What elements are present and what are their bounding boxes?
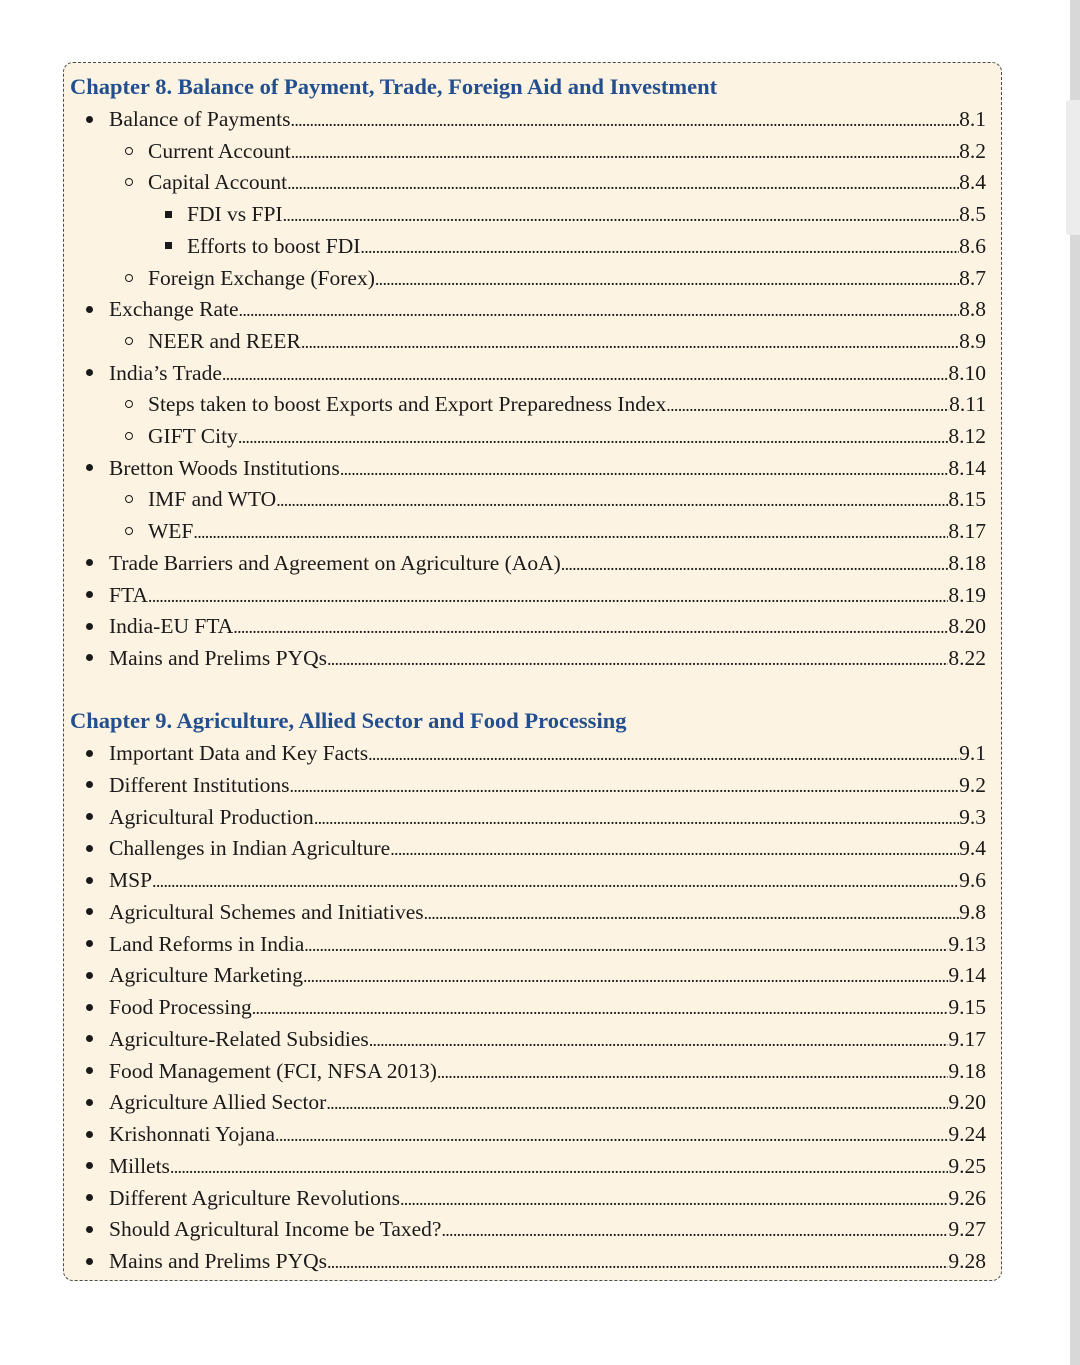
bullet-shape — [86, 464, 93, 471]
bullet-disc-icon — [82, 834, 96, 862]
bullet-disc-icon — [82, 1247, 96, 1275]
toc-entry[interactable] — [109, 1184, 986, 1212]
toc-entry-title: MSP — [109, 868, 153, 893]
toc-page-number: 8.19 — [948, 582, 986, 607]
bullet-shape — [86, 1194, 93, 1201]
bullet-disc-icon — [82, 359, 96, 387]
toc-entry-title: Agricultural Schemes and Initiatives — [109, 899, 424, 924]
toc-entry[interactable] — [109, 612, 986, 640]
bullet-disc-icon — [82, 961, 96, 989]
toc-page-number: 8.18 — [948, 550, 986, 575]
toc-entry-title: Millets — [109, 1153, 170, 1178]
toc-entry[interactable] — [148, 517, 986, 545]
bullet-shape — [125, 432, 133, 440]
toc-entry[interactable] — [109, 930, 986, 958]
bullet-disc-icon — [82, 771, 96, 799]
bullet-shape — [165, 242, 172, 249]
bullet-shape — [86, 1099, 93, 1106]
toc-entry[interactable] — [109, 644, 986, 672]
dot-leader — [304, 930, 948, 959]
bullet-shape — [86, 877, 93, 884]
page-edge-notch — [1066, 100, 1080, 235]
dot-leader — [170, 1152, 948, 1181]
bullet-shape — [86, 559, 93, 566]
toc-entry-title: Foreign Exchange (Forex) — [148, 265, 375, 290]
toc-entry[interactable] — [109, 1088, 986, 1116]
toc-entry-title: Agriculture Allied Sector — [109, 1090, 327, 1115]
toc-page-number: 9.8 — [959, 899, 986, 924]
toc-entry[interactable] — [109, 1057, 986, 1085]
toc-page-number: 9.2 — [959, 772, 986, 797]
toc-page-number: 9.24 — [948, 1122, 986, 1147]
bullet-disc-icon — [82, 1025, 96, 1053]
dot-leader — [233, 612, 948, 641]
toc-page-number: 9.14 — [948, 963, 986, 988]
bullet-disc-icon — [82, 644, 96, 672]
toc-entry-title: Steps taken to boost Exports and Export Preparedness Index — [148, 392, 667, 417]
toc-page-number: 9.1 — [959, 741, 986, 765]
toc-page-number: 9.3 — [959, 804, 986, 829]
dot-leader — [239, 295, 960, 324]
toc-page-number: 8.9 — [959, 328, 986, 353]
dot-leader — [252, 993, 949, 1022]
toc-entry[interactable] — [109, 1152, 986, 1180]
bullet-shape — [86, 116, 93, 123]
toc-entry[interactable] — [187, 200, 986, 228]
bullet-disc-icon — [82, 581, 96, 609]
bullet-square-icon — [161, 232, 175, 260]
toc-page-number: 8.5 — [959, 202, 986, 227]
toc-page-number: 8.10 — [948, 360, 986, 385]
dot-leader — [290, 771, 960, 800]
bullet-shape — [165, 211, 172, 218]
dot-leader — [327, 1247, 948, 1276]
bullet-shape — [125, 147, 133, 155]
dot-leader — [283, 200, 960, 229]
bullet-disc-icon — [82, 1120, 96, 1148]
bullet-shape — [125, 400, 133, 408]
toc-entry[interactable] — [109, 454, 986, 482]
toc-page-number: 9.4 — [959, 836, 986, 861]
dot-leader — [390, 834, 959, 863]
bullet-shape — [86, 1258, 93, 1265]
toc-entry-title: Food Management (FCI, NFSA 2013) — [109, 1058, 437, 1083]
bullet-shape — [86, 1035, 93, 1042]
toc-page-number: 8.11 — [949, 392, 986, 417]
dot-leader — [275, 1120, 948, 1149]
bullet-circle-icon — [122, 422, 136, 450]
toc-entry-title: India-EU FTA — [109, 614, 234, 639]
dot-leader — [340, 454, 949, 483]
bullet-shape — [86, 623, 93, 630]
bullet-disc-icon — [82, 1057, 96, 1085]
toc-entry[interactable] — [109, 993, 986, 1021]
toc-entry[interactable] — [109, 771, 986, 799]
dot-leader — [152, 866, 959, 895]
bullet-square-icon — [161, 200, 175, 228]
toc-entry[interactable] — [148, 264, 986, 292]
toc-page-number: 8.22 — [948, 645, 986, 670]
dot-leader — [291, 105, 960, 134]
toc-page-number: 8.4 — [959, 170, 986, 195]
toc-entry-title: GIFT City — [148, 424, 238, 448]
dot-leader — [441, 1215, 948, 1244]
bullet-shape — [86, 369, 93, 376]
toc-page-number: 8.20 — [948, 614, 986, 639]
toc-entry[interactable] — [109, 803, 986, 831]
toc-entry[interactable] — [109, 1215, 986, 1243]
toc-entry[interactable] — [109, 359, 986, 387]
toc-entry-title: WEF — [148, 519, 194, 544]
bullet-disc-icon — [82, 1152, 96, 1180]
toc-entry[interactable] — [109, 834, 986, 862]
dot-leader — [238, 422, 949, 451]
toc-entry[interactable] — [148, 137, 986, 165]
bullet-circle-icon — [122, 517, 136, 545]
toc-entry-title: Capital Account — [148, 170, 288, 195]
toc-entry-title: Challenges in Indian Agriculture — [109, 836, 391, 861]
bullet-disc-icon — [82, 993, 96, 1021]
bullet-disc-icon — [82, 612, 96, 640]
toc-entry[interactable] — [109, 549, 986, 577]
bullet-shape — [86, 1067, 93, 1074]
dot-leader — [291, 137, 959, 166]
toc-entry[interactable] — [187, 232, 986, 260]
toc-page-number: 8.14 — [948, 455, 986, 480]
dot-leader — [666, 390, 949, 419]
toc-entry[interactable] — [109, 1120, 986, 1148]
bullet-shape — [125, 337, 133, 345]
toc-page-number: 8.12 — [948, 424, 986, 448]
toc-entry-title: Bretton Woods Institutions — [109, 455, 340, 480]
dot-leader — [148, 581, 948, 610]
toc-page-number: 8.7 — [959, 265, 986, 290]
bullet-disc-icon — [82, 739, 96, 767]
toc-entry[interactable] — [148, 485, 986, 513]
toc-page-number: 8.2 — [959, 138, 986, 163]
dot-leader — [327, 644, 948, 673]
bullet-shape — [86, 845, 93, 852]
bullet-disc-icon — [82, 1088, 96, 1116]
toc-entry[interactable] — [148, 327, 986, 355]
toc-entry[interactable] — [148, 422, 986, 450]
toc-page-number: 9.27 — [948, 1217, 986, 1242]
bullet-circle-icon — [122, 137, 136, 165]
toc-page-number: 9.6 — [959, 868, 986, 893]
toc-entry-title: Krishonnati Yojana — [109, 1122, 276, 1147]
toc-entry-title: IMF and WTO — [148, 487, 277, 512]
dot-leader — [222, 359, 949, 388]
bullet-circle-icon — [122, 168, 136, 196]
bullet-disc-icon — [82, 930, 96, 958]
toc-entry-title: Important Data and Key Facts — [109, 741, 369, 765]
dot-leader — [400, 1184, 948, 1213]
bullet-circle-icon — [122, 264, 136, 292]
bullet-shape — [86, 781, 93, 788]
toc-entry-title: India’s Trade — [109, 360, 222, 385]
toc-entry[interactable] — [109, 1247, 986, 1275]
bullet-shape — [86, 1226, 93, 1233]
dot-leader — [360, 232, 959, 261]
toc-entry[interactable] — [109, 739, 986, 767]
bullet-disc-icon — [82, 1184, 96, 1212]
bullet-circle-icon — [122, 485, 136, 513]
toc-entry[interactable] — [148, 390, 986, 418]
toc-entry[interactable] — [109, 1025, 986, 1053]
toc-page-number: 9.17 — [948, 1026, 986, 1051]
bullet-disc-icon — [82, 454, 96, 482]
bullet-shape — [86, 972, 93, 979]
chapter-title: Chapter 8. Balance of Payment, Trade, Foreign Aid and Investment — [70, 74, 718, 99]
toc-entry[interactable] — [109, 105, 986, 133]
toc-entry-title: Agriculture Marketing — [109, 963, 304, 988]
bullet-circle-icon — [122, 327, 136, 355]
bullet-disc-icon — [82, 1215, 96, 1243]
toc-entry-title: Exchange Rate — [109, 297, 239, 322]
toc-entry-title: Agricultural Production — [109, 804, 314, 829]
bullet-shape — [125, 178, 133, 186]
dot-leader — [326, 1088, 948, 1117]
toc-page-number: 9.28 — [948, 1249, 986, 1274]
toc-page-number: 9.15 — [948, 995, 986, 1020]
toc-entry-title: Trade Barriers and Agreement on Agriculture (AoA) — [109, 550, 561, 575]
toc-entry-title: Balance of Payments — [109, 107, 291, 131]
toc-entry-title: Different Institutions — [109, 772, 290, 797]
bullet-disc-icon — [82, 898, 96, 926]
toc-entry-title: Mains and Prelims PYQs — [109, 645, 327, 670]
bullet-shape — [86, 1131, 93, 1138]
toc-entry-title: Mains and Prelims PYQs — [109, 1249, 327, 1274]
dot-leader — [369, 1025, 949, 1054]
bullet-shape — [86, 654, 93, 661]
bullet-shape — [86, 908, 93, 915]
toc-entry[interactable] — [109, 961, 986, 989]
toc-page-number: 8.8 — [959, 297, 986, 322]
toc-page-number: 9.26 — [948, 1185, 986, 1210]
dot-leader — [437, 1057, 949, 1086]
bullet-shape — [125, 527, 133, 535]
dot-leader — [368, 739, 959, 768]
bullet-disc-icon — [82, 295, 96, 323]
toc-entry-title: FDI vs FPI — [187, 202, 283, 227]
toc-entry[interactable] — [109, 295, 986, 323]
toc-page-number: 9.13 — [948, 931, 986, 956]
bullet-shape — [86, 306, 93, 313]
toc-page-number: 8.15 — [948, 487, 986, 512]
bullet-shape — [86, 1004, 93, 1011]
toc-page-number: 8.17 — [948, 519, 986, 544]
toc-entry-title: Should Agricultural Income be Taxed? — [109, 1217, 442, 1242]
toc-entry[interactable] — [109, 898, 986, 926]
bullet-disc-icon — [82, 803, 96, 831]
dot-leader — [303, 961, 948, 990]
bullet-circle-icon — [122, 390, 136, 418]
toc-entry[interactable] — [109, 866, 986, 894]
dot-leader — [424, 898, 959, 927]
bullet-disc-icon — [82, 105, 96, 133]
toc-entry-title: FTA — [109, 582, 148, 607]
bullet-shape — [86, 750, 93, 757]
bullet-shape — [86, 1162, 93, 1169]
chapter-title: Chapter 9. Agriculture, Allied Sector and Food Processing — [70, 708, 627, 733]
dot-leader — [276, 485, 948, 514]
toc-entry-title: Food Processing — [109, 995, 252, 1020]
bullet-disc-icon — [82, 549, 96, 577]
dot-leader — [561, 549, 949, 578]
toc-page-number: 9.25 — [948, 1153, 986, 1178]
dot-leader — [375, 264, 959, 293]
toc-page-number: 9.18 — [948, 1058, 986, 1083]
bullet-shape — [86, 813, 93, 820]
toc-entry-title: NEER and REER — [148, 328, 301, 353]
toc-page-number: 8.6 — [959, 233, 986, 258]
bullet-shape — [86, 940, 93, 947]
toc-entry-title: Current Account — [148, 138, 291, 163]
toc-entry-title: Efforts to boost FDI — [187, 233, 361, 258]
bullet-shape — [125, 274, 133, 282]
dot-leader — [287, 168, 959, 197]
dot-leader — [193, 517, 948, 546]
toc-entry-title: Agriculture-Related Subsidies — [109, 1026, 369, 1051]
table-of-contents-box — [63, 62, 1002, 1281]
bullet-disc-icon — [82, 866, 96, 894]
toc-entry[interactable] — [109, 581, 986, 609]
bullet-shape — [125, 495, 133, 503]
toc-page-number: 9.20 — [948, 1090, 986, 1115]
bullet-shape — [86, 591, 93, 598]
toc-entry-title: Different Agriculture Revolutions — [109, 1185, 400, 1210]
dot-leader — [314, 803, 959, 832]
dot-leader — [301, 327, 959, 356]
toc-page-number: 8.1 — [959, 107, 986, 131]
toc-entry-title: Land Reforms in India — [109, 931, 305, 956]
toc-entry[interactable] — [148, 168, 986, 196]
